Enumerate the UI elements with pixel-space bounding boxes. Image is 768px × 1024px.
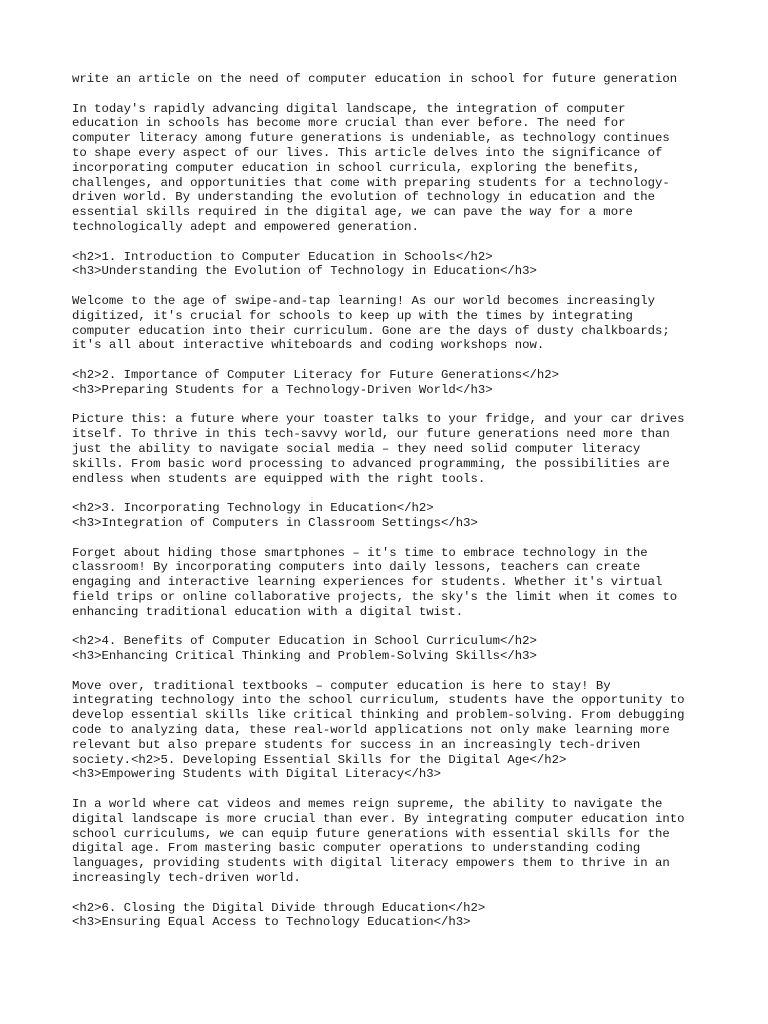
- blank-line: [72, 353, 712, 368]
- text-line: Move over, traditional textbooks – computer education is here to stay! By: [72, 678, 611, 693]
- heading-h2-line: <h2>3. Incorporating Technology in Education</h2>: [72, 501, 434, 516]
- text-line: Welcome to the age of swipe-and-tap learning! As our world becomes increasingly: [72, 293, 655, 308]
- heading-h3-line: <h3>Enhancing Critical Thinking and Problem-Solving Skills</h3>: [72, 649, 537, 664]
- text-line: incorporating computer education in school curricula, exploring the benefits,: [72, 160, 641, 175]
- text-line: In a world where cat videos and memes reign supreme, the ability to navigate the: [72, 797, 663, 812]
- blank-line: [72, 886, 712, 901]
- text-line: relevant but also prepare students for success in an increasingly tech-driven: [72, 737, 641, 752]
- blank-line: [72, 619, 712, 634]
- text-line: classroom! By incorporating computers into daily lessons, teachers can create: [72, 560, 641, 575]
- text-line: engaging and interactive learning experiences for students. Whether it's virtual: [72, 575, 663, 590]
- text-line: driven world. By understanding the evolution of technology in education and the: [72, 190, 655, 205]
- section-heading-4: [72, 634, 712, 664]
- text-line: to shape every aspect of our lives. This article delves into the significance of: [72, 145, 663, 160]
- paragraph-2: [72, 412, 712, 486]
- text-line: develop essential skills like critical thinking and problem-solving. From debugging: [72, 708, 685, 723]
- heading-h3-line: <h3>Integration of Computers in Classroom Settings</h3>: [72, 515, 478, 530]
- paragraph-4: [72, 679, 712, 783]
- text-line: school curriculums, we can equip future generations with essential skills for the: [72, 826, 670, 841]
- blank-line: [72, 664, 712, 679]
- text-line: Picture this: a future where your toaster talks to your fridge, and your car drives: [72, 412, 685, 427]
- text-line: it's all about interactive whiteboards and coding workshops now.: [72, 338, 545, 353]
- heading-h2-line: <h2>4. Benefits of Computer Education in School Curriculum</h2>: [72, 634, 537, 649]
- text-line: code to analyzing data, these real-world applications not only make learning more: [72, 723, 670, 738]
- text-line: Forget about hiding those smartphones – it's time to embrace technology in the: [72, 545, 648, 560]
- text-line: challenges, and opportunities that come with preparing students for a technology-: [72, 175, 670, 190]
- heading-h3-line: <h3>Understanding the Evolution of Technology in Education</h3>: [72, 264, 537, 279]
- blank-line: [72, 87, 712, 102]
- section-heading-6: [72, 901, 712, 931]
- blank-line: [72, 398, 712, 413]
- text-line: field trips or online collaborative projects, the sky's the limit when it comes to: [72, 589, 678, 604]
- section-heading-1: [72, 250, 712, 280]
- section-heading-3: [72, 501, 712, 531]
- heading-h3-line: <h3>Preparing Students for a Technology-Driven World</h3>: [72, 382, 493, 397]
- text-line: essential skills required in the digital age, we can pave the way for a more: [72, 205, 633, 220]
- document-body: [72, 72, 712, 930]
- heading-h2-line: <h2>1. Introduction to Computer Education in Schools</h2>: [72, 249, 493, 264]
- text-line: education in schools has become more crucial than ever before. The need for: [72, 116, 626, 131]
- paragraph-1: [72, 294, 712, 353]
- text-line: digital landscape is more crucial than ever. By integrating computer education into: [72, 811, 685, 826]
- text-line: In today's rapidly advancing digital landscape, the integration of computer: [72, 101, 626, 116]
- prompt-line: write an article on the need of computer education in school for future generation: [72, 72, 678, 86]
- text-line: increasingly tech-driven world.: [72, 871, 301, 886]
- heading-h3-line: <h3>Ensuring Equal Access to Technology Education</h3>: [72, 915, 471, 930]
- paragraph-intro: [72, 102, 712, 235]
- text-line: integrating technology into the school curriculum, students have the opportunity to: [72, 693, 685, 708]
- blank-line: [72, 531, 712, 546]
- text-line: digital age. From mastering basic computer operations to understanding coding: [72, 841, 641, 856]
- heading-h2-line: <h2>6. Closing the Digital Divide through Education</h2>: [72, 900, 486, 915]
- text-line: just the ability to navigate social media – they need solid computer literacy: [72, 441, 641, 456]
- paragraph-5: [72, 797, 712, 886]
- text-line: computer literacy among future generations is undeniable, as technology continues: [72, 131, 670, 146]
- text-line: endless when students are equipped with the right tools.: [72, 471, 486, 486]
- section-heading-2: [72, 368, 712, 398]
- heading-h3-line: <h3>Empowering Students with Digital Literacy</h3>: [72, 767, 441, 782]
- text-line: skills. From basic word processing to advanced programming, the possibilities are: [72, 456, 670, 471]
- blank-line: [72, 279, 712, 294]
- text-line: itself. To thrive in this tech-savvy world, our future generations need more than: [72, 427, 670, 442]
- paragraph-3: [72, 546, 712, 620]
- blank-line: [72, 486, 712, 501]
- blank-line: [72, 782, 712, 797]
- text-line: technologically adept and empowered generation.: [72, 219, 419, 234]
- heading-h2-line: <h2>2. Importance of Computer Literacy for Future Generations</h2>: [72, 367, 560, 382]
- text-line: enhancing traditional education with a digital twist.: [72, 604, 464, 619]
- text-line: digitized, it's crucial for schools to keep up with the times by integrating: [72, 308, 633, 323]
- blank-line: [72, 235, 712, 250]
- text-line: languages, providing students with digital literacy empowers them to thrive in an: [72, 856, 670, 871]
- text-line: computer education into their curriculum. Gone are the days of dusty chalkboards;: [72, 323, 670, 338]
- text-line: society.<h2>5. Developing Essential Skills for the Digital Age</h2>: [72, 752, 567, 767]
